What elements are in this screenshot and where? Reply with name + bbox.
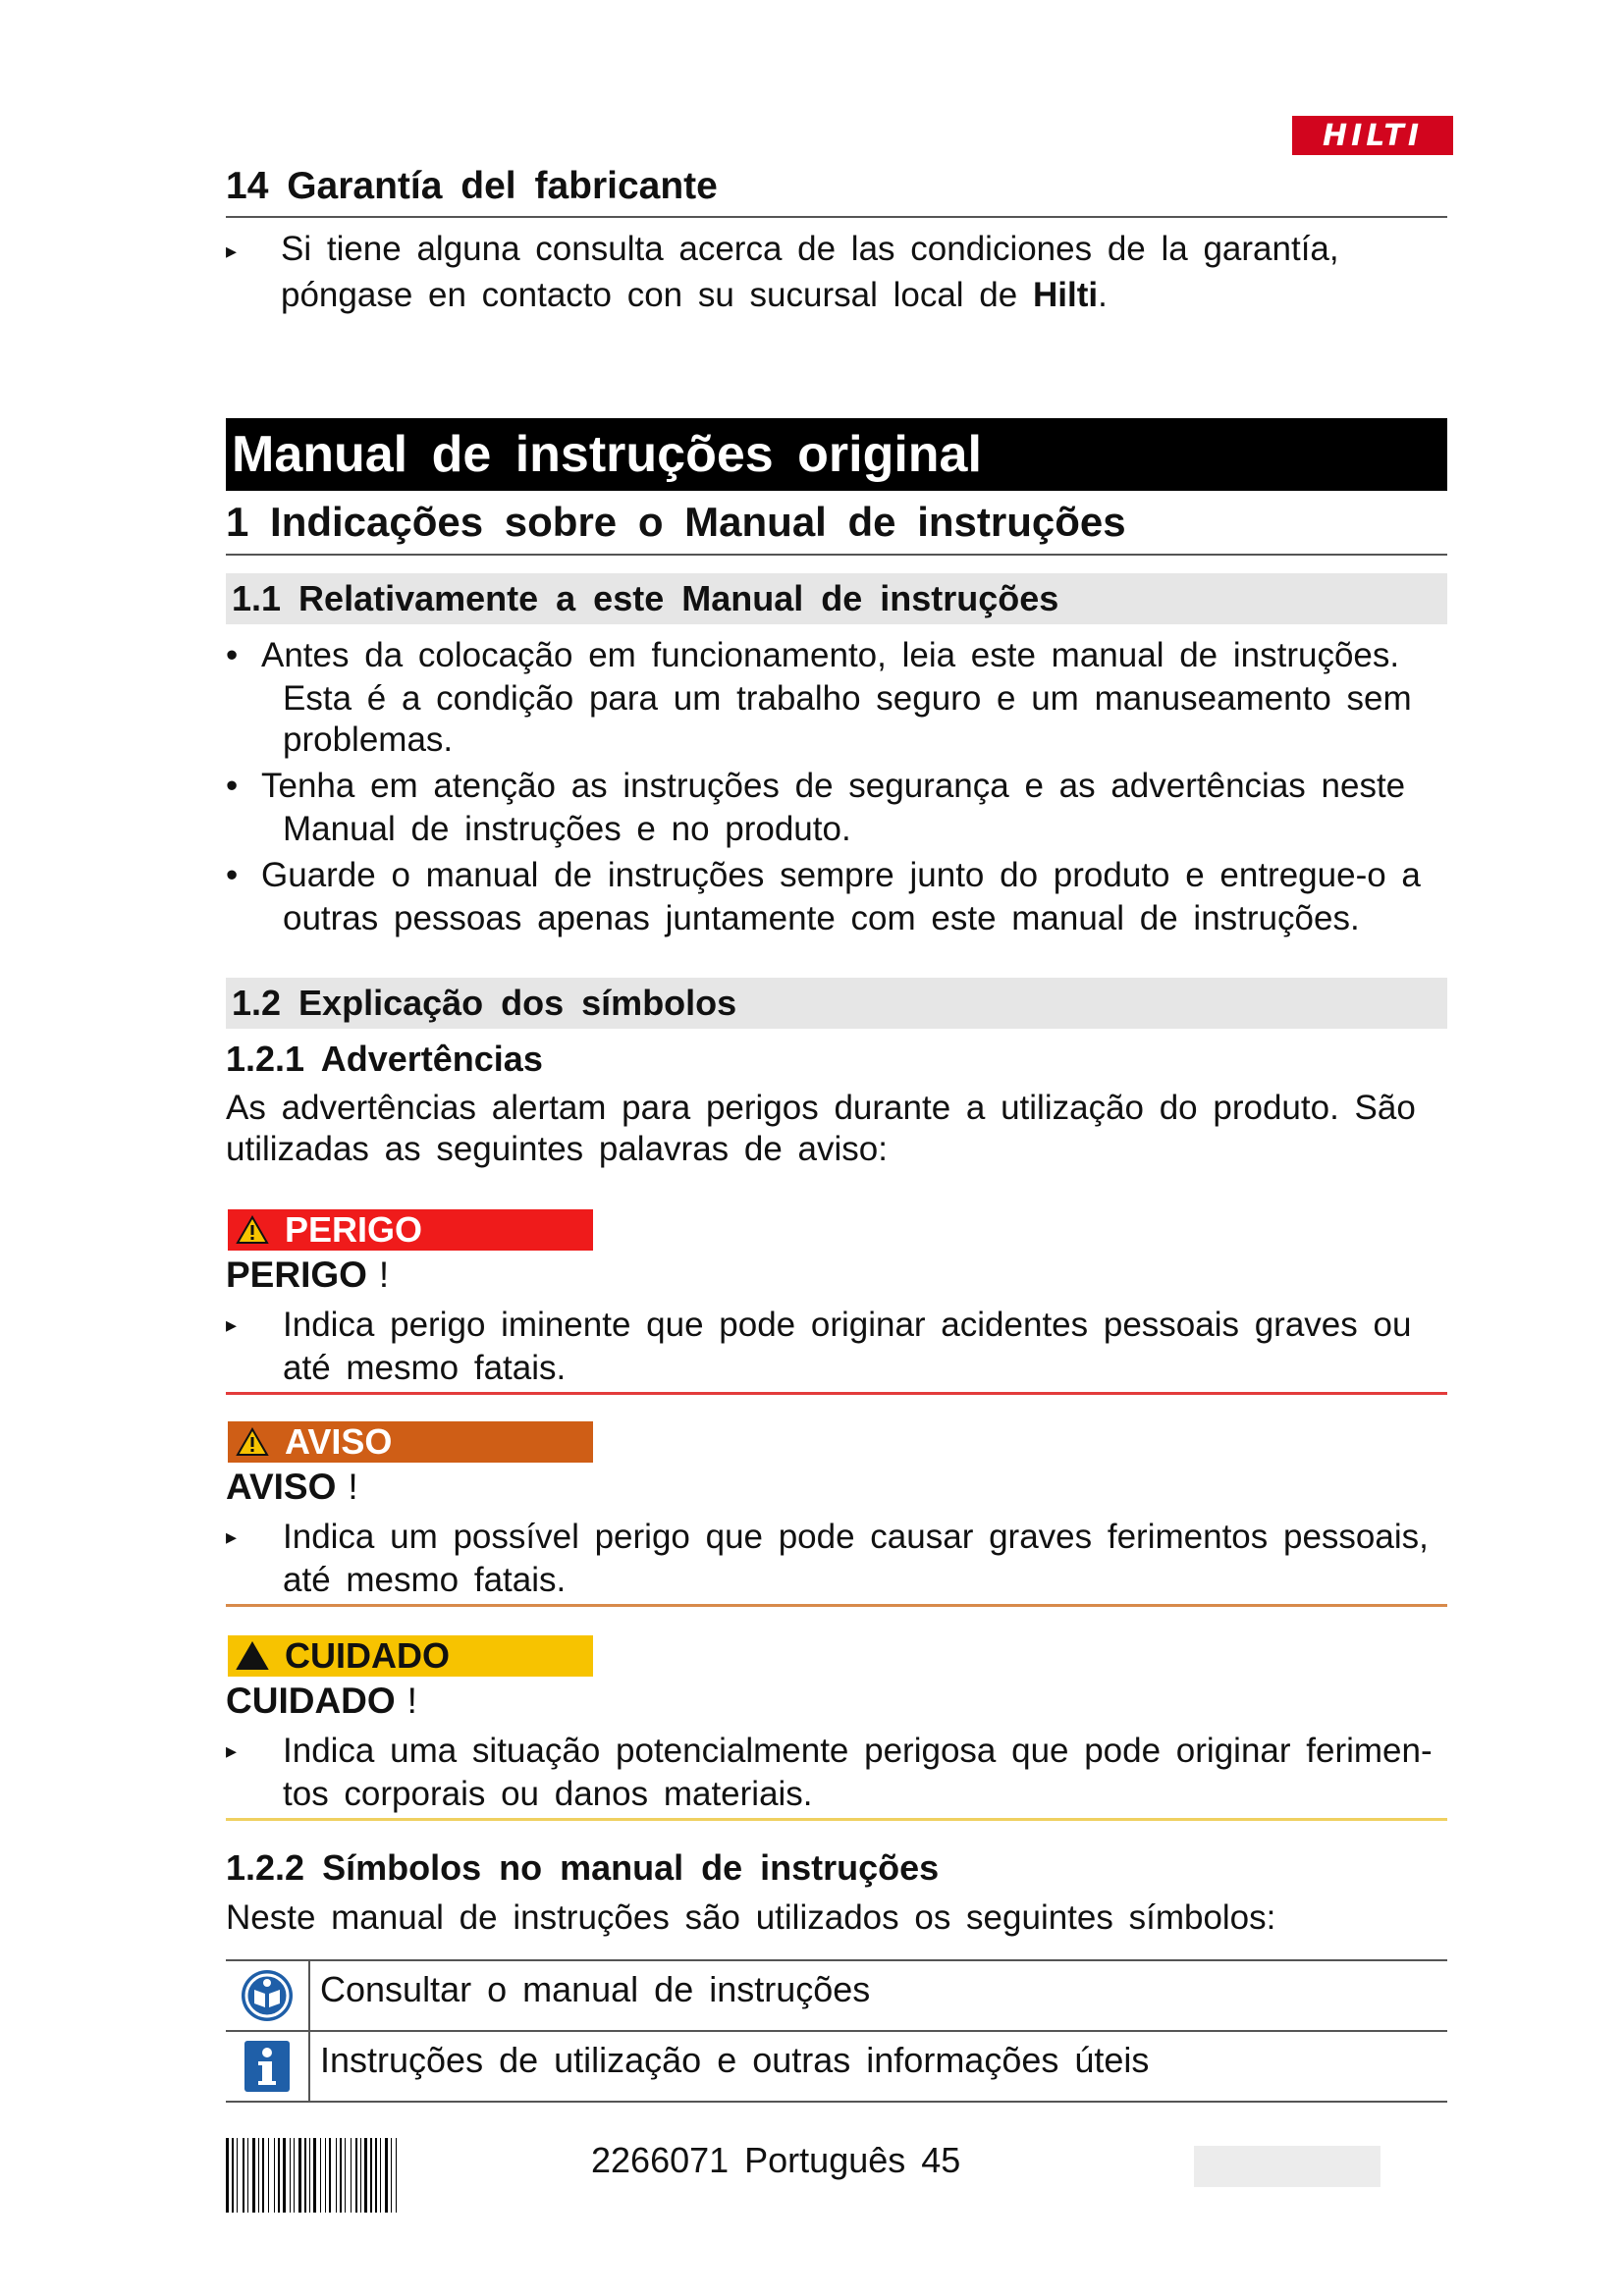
- footer-gray-block: [1194, 2146, 1380, 2187]
- symbol-description: Consultar o manual de instruções: [320, 1969, 871, 2009]
- manual-title-bar: Manual de instruções original: [226, 418, 1447, 491]
- signal-word-bar: [228, 1209, 593, 1251]
- warning-description: ▸ Indica uma situação potencialmente perigosa que pode originar ferimen- tos corporais ou danos materiais.: [226, 1732, 1433, 1813]
- section-1-1-bullets: [226, 632, 1532, 939]
- divider: [226, 216, 1447, 218]
- bullet-triangle-icon: ▸: [226, 239, 238, 263]
- barcode: [226, 2138, 560, 2213]
- list-item: • Tenha em atenção as instruções de segurança e as advertências neste Manual de instruções e no produto.: [226, 763, 1532, 850]
- bullet-triangle-icon: ▸: [226, 1524, 238, 1549]
- warning-rule: [226, 1818, 1447, 1821]
- read-manual-icon: [226, 1961, 310, 2030]
- table-row: [226, 1959, 1447, 2030]
- section-1-2-title: 1.2 Explicação dos símbolos: [226, 978, 1447, 1029]
- hilti-logo: HILTI: [1292, 116, 1453, 155]
- signal-word: PERIGO !: [226, 1255, 390, 1295]
- symbol-description: Instruções de utilização e outras informações úteis: [320, 2040, 1150, 2080]
- warning-description: ▸ Indica perigo iminente que pode originar acidentes pessoais graves ou até mesmo fatais.: [226, 1306, 1412, 1387]
- symbols-table: [226, 1959, 1447, 2103]
- chapter-1-title: 1 Indicações sobre o Manual de instruções: [226, 499, 1126, 545]
- section-14-line1: Si tiene alguna consulta acerca de las condiciones de la garantía,: [281, 230, 1339, 268]
- signal-word-bar: [228, 1635, 593, 1677]
- signal-word-bar: [228, 1421, 593, 1463]
- warning-rule: [226, 1392, 1447, 1395]
- signal-word-label: AVISO: [285, 1421, 393, 1462]
- section-1-1-title: 1.1 Relativamente a este Manual de instruções: [226, 573, 1447, 624]
- section-1-2-2-title: 1.2.2 Símbolos no manual de instruções: [226, 1847, 940, 1888]
- warning-rule: [226, 1604, 1447, 1607]
- list-item: • Antes da colocação em funcionamento, leia este manual de instruções. Esta é a condição para um trabalho seguro e um manuseamento sem problemas.: [226, 632, 1532, 761]
- signal-word-label: CUIDADO: [285, 1635, 450, 1676]
- info-icon: [226, 2032, 310, 2101]
- warning-triangle-icon: [236, 1641, 269, 1671]
- bullet-dot-icon: •: [226, 856, 239, 894]
- section-1-2-1-intro: As advertências alertam para perigos durante a utilização do produto. São utilizadas as seguintes palavras de aviso:: [226, 1089, 1416, 1168]
- warning-triangle-icon: [236, 1427, 269, 1457]
- divider: [226, 554, 1447, 556]
- section-1-2-1-title: 1.2.1 Advertências: [226, 1039, 543, 1079]
- signal-word-label: PERIGO: [285, 1209, 423, 1250]
- bullet-dot-icon: •: [226, 767, 239, 805]
- footer-text: 2266071 Português 45: [591, 2140, 961, 2180]
- bullet-dot-icon: •: [226, 636, 239, 674]
- signal-word: AVISO !: [226, 1467, 358, 1507]
- warning-description: ▸ Indica um possível perigo que pode causar graves ferimentos pessoais, até mesmo fatais.: [226, 1518, 1429, 1599]
- bullet-triangle-icon: ▸: [226, 1738, 238, 1763]
- section-14-line2: póngase en contacto con su sucursal local de Hilti.: [281, 276, 1108, 314]
- section-1-2-2-intro: Neste manual de instruções são utilizados os seguintes símbolos:: [226, 1898, 1276, 1937]
- signal-word: CUIDADO !: [226, 1681, 417, 1721]
- bullet-triangle-icon: ▸: [226, 1312, 238, 1337]
- list-item: • Guarde o manual de instruções sempre junto do produto e entregue-o a outras pessoas apenas juntamente com este manual de instruções.: [226, 852, 1532, 939]
- section-14-title: 14 Garantía del fabricante: [226, 165, 718, 207]
- section-14-paragraph: [226, 226, 1463, 318]
- table-row: [226, 2030, 1447, 2103]
- warning-triangle-icon: [236, 1215, 269, 1245]
